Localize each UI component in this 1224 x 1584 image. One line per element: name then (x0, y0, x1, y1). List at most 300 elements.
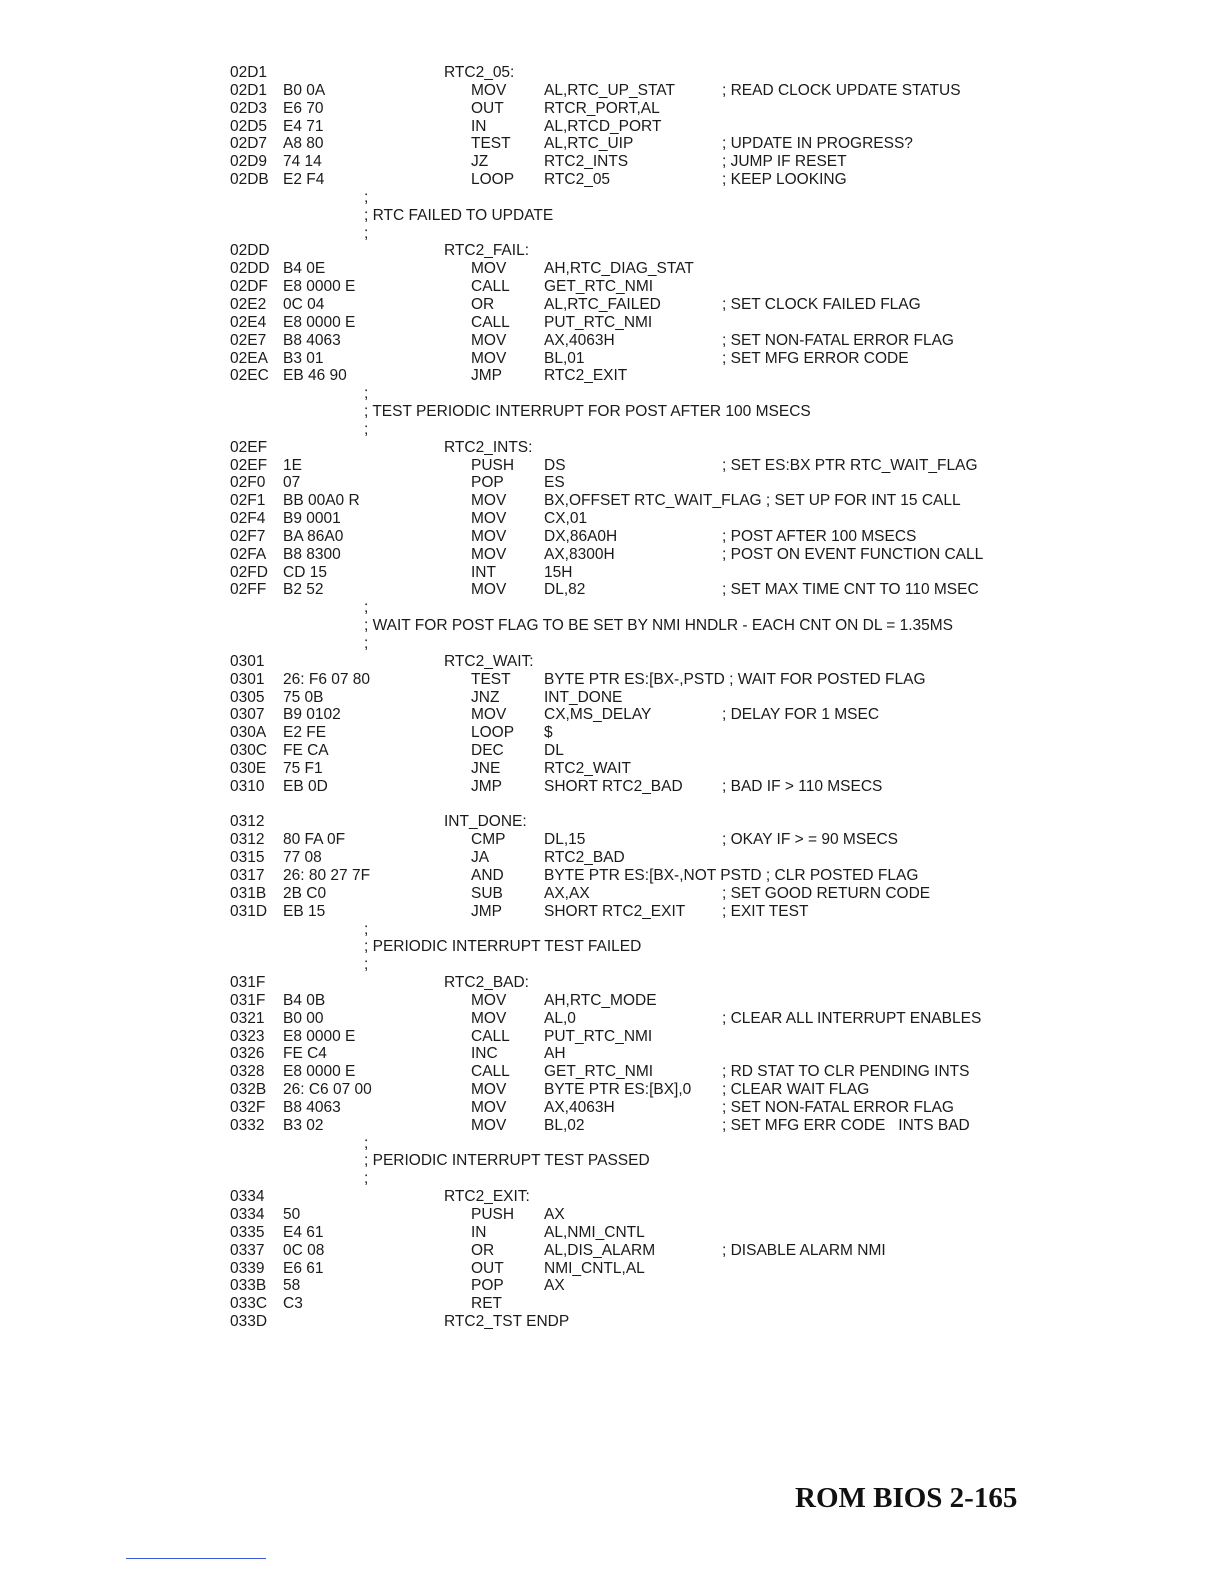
object-code: EB 46 90 (283, 367, 347, 385)
address: 0335 (230, 1223, 265, 1241)
object-code: B4 0B (283, 991, 326, 1009)
address: 030C (230, 742, 268, 760)
mnemonic: JZ (471, 153, 489, 171)
comment-line: ; (364, 188, 369, 206)
mnemonic: DEC (471, 742, 504, 760)
listing-line (230, 1152, 1010, 1170)
object-code: 75 F1 (283, 759, 323, 777)
address: 02FA (230, 545, 267, 563)
mnemonic: CALL (471, 313, 510, 331)
operand: AL,RTC_UIP (544, 135, 634, 153)
address: 0323 (230, 1027, 265, 1045)
listing-line (230, 1313, 1010, 1331)
comment-line: ; WAIT FOR POST FLAG TO BE SET BY NMI HNDLR - EACH CNT ON DL = 1.35MS (364, 617, 953, 635)
operand: RTC2_05 (544, 171, 611, 189)
operand: AL,DIS_ALARM (544, 1241, 656, 1259)
mnemonic: OUT (471, 99, 504, 117)
object-code: 26: 80 27 7F (283, 866, 371, 884)
address: 02FD (230, 563, 268, 581)
listing-line (230, 367, 1010, 385)
comment: ; POST AFTER 100 MSECS (722, 527, 917, 545)
operand: CX,MS_DELAY (544, 706, 652, 724)
address: 0334 (230, 1206, 265, 1223)
address: 0312 (230, 813, 265, 831)
code-label: RTC2_INTS: (444, 438, 533, 456)
comment: ; SET NON-FATAL ERROR FLAG (722, 1098, 954, 1116)
listing-line (230, 564, 1010, 582)
object-code: 50 (283, 1206, 301, 1223)
listing-line (230, 1135, 1010, 1153)
comment-line: ; (364, 1170, 369, 1188)
object-code: B4 0E (283, 260, 326, 278)
mnemonic: JA (471, 849, 490, 867)
listing-line (230, 118, 1010, 136)
address: 031F (230, 974, 266, 992)
comment: ; SET MFG ERR CODE INTS BAD (722, 1116, 970, 1134)
address: 02DB (230, 171, 269, 189)
comment-line: ; (364, 420, 369, 438)
operand: AL,RTC_FAILED (544, 295, 661, 313)
operand: AL,RTCD_PORT (544, 117, 662, 135)
mnemonic: JNE (471, 759, 501, 777)
address: 0307 (230, 706, 265, 724)
comment-line: ; (364, 920, 369, 938)
listing-line (230, 421, 1010, 439)
mnemonic: PUSH (471, 456, 515, 474)
comment: ; RD STAT TO CLR PENDING INTS (722, 1063, 970, 1081)
operand: AX,4063H (544, 1098, 615, 1116)
listing-line (230, 135, 1010, 153)
address: 02EF (230, 438, 268, 456)
listing-line (230, 439, 1010, 457)
listing-line (230, 599, 1010, 617)
operand: PUT_RTC_NMI (544, 1027, 653, 1045)
address: 0315 (230, 849, 265, 867)
listing-line (230, 332, 1010, 350)
object-code: E8 0000 E (283, 1063, 356, 1081)
listing-line (230, 225, 1010, 243)
object-code: 58 (283, 1277, 301, 1295)
operand: AX (544, 1277, 565, 1295)
address: 02D5 (230, 117, 268, 135)
listing-line (230, 510, 1010, 528)
address: 02FF (230, 581, 267, 599)
mnemonic: MOV (471, 991, 507, 1009)
mnemonic: INC (471, 1045, 498, 1063)
code-label: RTC2_05: (444, 64, 515, 81)
listing-line (230, 849, 1010, 867)
object-code: FE CA (283, 742, 329, 760)
footer-rule (126, 1558, 266, 1559)
mnemonic: IN (471, 1223, 487, 1241)
listing-line (230, 171, 1010, 189)
listing-line (230, 635, 1010, 653)
mnemonic: SUB (471, 884, 503, 902)
code-label: RTC2_BAD: (444, 974, 529, 992)
listing-line (230, 1117, 1010, 1135)
object-code: FE C4 (283, 1045, 327, 1063)
operand: 15H (544, 563, 573, 581)
object-code: BB 00A0 R (283, 492, 360, 510)
mnemonic: MOV (471, 581, 507, 599)
mnemonic: MOV (471, 545, 507, 563)
object-code: E2 F4 (283, 171, 325, 189)
listing-line (230, 1081, 1010, 1099)
address: 02EF (230, 456, 268, 474)
object-code: BA 86A0 (283, 527, 344, 545)
mnemonic: MOV (471, 260, 507, 278)
operand: BYTE PTR ES:[BX-,PSTD ; WAIT FOR POSTED FLAG (544, 670, 926, 688)
object-code: B3 01 (283, 349, 324, 367)
address: 02D9 (230, 153, 268, 171)
comment-line: ; (364, 635, 369, 652)
mnemonic: POP (471, 474, 504, 492)
comment-line: ; (364, 956, 369, 974)
listing-line (230, 813, 1010, 831)
operand: AH,RTC_MODE (544, 991, 657, 1009)
listing-line (230, 1063, 1010, 1081)
listing-line (230, 617, 1010, 635)
object-code: E2 FE (283, 724, 327, 742)
mnemonic: MOV (471, 527, 507, 545)
comment: ; DISABLE ALARM NMI (722, 1241, 886, 1259)
mnemonic: MOV (471, 510, 507, 528)
listing-line (230, 689, 1010, 707)
mnemonic: CALL (471, 1027, 510, 1045)
listing-line (230, 546, 1010, 564)
code-label: RTC2_TST ENDP (444, 1313, 570, 1331)
address: 0305 (230, 688, 265, 706)
comment: ; CLEAR WAIT FLAG (722, 1081, 870, 1099)
address: 031B (230, 884, 267, 902)
listing-line (230, 64, 1010, 82)
address: 031D (230, 902, 268, 920)
code-label: RTC2_WAIT: (444, 652, 534, 670)
address: 0317 (230, 866, 265, 884)
object-code: 2B C0 (283, 884, 327, 902)
comment: ; SET CLOCK FAILED FLAG (722, 295, 921, 313)
object-code: B9 0001 (283, 510, 341, 528)
mnemonic: MOV (471, 706, 507, 724)
comment: ; SET MAX TIME CNT TO 110 MSEC (722, 581, 979, 599)
mnemonic: JMP (471, 777, 502, 795)
comment-line: ; TEST PERIODIC INTERRUPT FOR POST AFTER 100 MSECS (364, 403, 811, 421)
object-code: 80 FA 0F (283, 831, 346, 849)
object-code: E8 0000 E (283, 313, 356, 331)
listing-line (230, 796, 1010, 814)
address: 0326 (230, 1045, 265, 1063)
listing-line (230, 938, 1010, 956)
operand: RTCR_PORT,AL (544, 99, 660, 117)
mnemonic: CALL (471, 1063, 510, 1081)
comment-line: ; PERIODIC INTERRUPT TEST PASSED (364, 1152, 650, 1170)
mnemonic: PUSH (471, 1206, 515, 1223)
operand: BL,02 (544, 1116, 585, 1134)
listing-line (230, 474, 1010, 492)
address: 030A (230, 724, 267, 742)
address: 0339 (230, 1259, 265, 1277)
object-code: 0C 08 (283, 1241, 325, 1259)
address: 02DD (230, 260, 270, 278)
mnemonic: RET (471, 1295, 502, 1313)
listing-line (230, 1045, 1010, 1063)
comment: ; KEEP LOOKING (722, 171, 847, 189)
address: 02E4 (230, 313, 267, 331)
listing-line (230, 1260, 1010, 1278)
listing-line (230, 82, 1010, 100)
operand: DL,82 (544, 581, 586, 599)
mnemonic: MOV (471, 349, 507, 367)
listing-line (230, 153, 1010, 171)
mnemonic: INT (471, 563, 496, 581)
mnemonic: OUT (471, 1259, 504, 1277)
object-code: CD 15 (283, 563, 327, 581)
address: 02F4 (230, 510, 266, 528)
comment: ; READ CLOCK UPDATE STATUS (722, 81, 961, 99)
listing-line (230, 189, 1010, 207)
address: 02D1 (230, 64, 268, 81)
operand: BYTE PTR ES:[BX-,NOT PSTD ; CLR POSTED FLAG (544, 866, 919, 884)
mnemonic: JMP (471, 902, 502, 920)
object-code: E6 61 (283, 1259, 324, 1277)
object-code: 0C 04 (283, 295, 325, 313)
object-code: B8 4063 (283, 1098, 341, 1116)
address: 02EA (230, 349, 268, 367)
operand: AX,AX (544, 884, 590, 902)
address: 02F7 (230, 527, 266, 545)
mnemonic: CMP (471, 831, 506, 849)
listing-line (230, 1188, 1010, 1206)
operand: AH,RTC_DIAG_STAT (544, 260, 694, 278)
listing-line (230, 956, 1010, 974)
listing-line (230, 403, 1010, 421)
object-code: B9 0102 (283, 706, 341, 724)
address: 02D3 (230, 99, 268, 117)
comment-line: ; (364, 1134, 369, 1152)
address: 02D1 (230, 81, 268, 99)
operand: CX,01 (544, 510, 588, 528)
mnemonic: IN (471, 117, 487, 135)
mnemonic: LOOP (471, 171, 515, 189)
comment-line: ; RTC FAILED TO UPDATE (364, 206, 554, 224)
operand: BL,01 (544, 349, 585, 367)
operand: AH (544, 1045, 566, 1063)
mnemonic: LOOP (471, 724, 515, 742)
mnemonic: MOV (471, 492, 507, 510)
operand: NMI_CNTL,AL (544, 1259, 645, 1277)
address: 02EC (230, 367, 269, 385)
address: 0321 (230, 1009, 265, 1027)
listing-line (230, 581, 1010, 599)
comment: ; CLEAR ALL INTERRUPT ENABLES (722, 1009, 982, 1027)
listing-line (230, 350, 1010, 368)
listing-line (230, 278, 1010, 296)
object-code: 26: F6 07 80 (283, 670, 371, 688)
operand: $ (544, 724, 553, 742)
listing-line (230, 1277, 1010, 1295)
address: 0332 (230, 1116, 265, 1134)
object-code: E4 71 (283, 117, 324, 135)
listing-line (230, 653, 1010, 671)
address: 02E2 (230, 295, 267, 313)
object-code: B8 4063 (283, 331, 341, 349)
object-code: 26: C6 07 00 (283, 1081, 372, 1099)
operand: RTC2_BAD (544, 849, 625, 867)
listing-line (230, 1242, 1010, 1260)
object-code: C3 (283, 1295, 303, 1313)
mnemonic: MOV (471, 1081, 507, 1099)
operand: AL,0 (544, 1009, 576, 1027)
listing-line (230, 296, 1010, 314)
mnemonic: CALL (471, 278, 510, 296)
object-code: E4 61 (283, 1223, 324, 1241)
address: 02F1 (230, 492, 266, 510)
object-code: E6 70 (283, 99, 324, 117)
operand: DL,15 (544, 831, 586, 849)
listing-line (230, 760, 1010, 778)
mnemonic: JMP (471, 367, 502, 385)
object-code: 1E (283, 456, 302, 474)
address: 033C (230, 1295, 268, 1313)
mnemonic: MOV (471, 1116, 507, 1134)
listing-line (230, 671, 1010, 689)
listing-line (230, 1099, 1010, 1117)
listing-line (230, 207, 1010, 225)
operand: RTC2_INTS (544, 153, 629, 171)
address: 0334 (230, 1188, 265, 1206)
mnemonic: OR (471, 295, 495, 313)
comment: ; POST ON EVENT FUNCTION CALL (722, 545, 984, 563)
address: 02E7 (230, 331, 267, 349)
listing-line (230, 1010, 1010, 1028)
listing-line (230, 921, 1010, 939)
page-footer: ROM BIOS 2-165 (795, 1482, 1018, 1514)
object-code: B0 00 (283, 1009, 324, 1027)
operand: BYTE PTR ES:[BX],0 (544, 1081, 692, 1099)
address: 033B (230, 1277, 267, 1295)
mnemonic: OR (471, 1241, 495, 1259)
comment-line: ; (364, 385, 369, 403)
operand: SHORT RTC2_BAD (544, 777, 683, 795)
address: 0301 (230, 670, 265, 688)
comment: ; SET GOOD RETURN CODE (722, 884, 931, 902)
address: 0310 (230, 777, 265, 795)
object-code: 75 0B (283, 688, 324, 706)
object-code: 07 (283, 474, 301, 492)
comment: ; SET ES:BX PTR RTC_WAIT_FLAG (722, 456, 978, 474)
listing-line (230, 528, 1010, 546)
operand: SHORT RTC2_EXIT (544, 902, 686, 920)
operand: ES (544, 474, 565, 492)
code-label: INT_DONE: (444, 813, 527, 831)
object-code: E8 0000 E (283, 278, 356, 296)
operand: GET_RTC_NMI (544, 278, 654, 296)
object-code: B3 02 (283, 1116, 324, 1134)
listing-line (230, 778, 1010, 796)
mnemonic: MOV (471, 81, 507, 99)
comment: ; SET NON-FATAL ERROR FLAG (722, 331, 954, 349)
comment: ; SET MFG ERROR CODE (722, 349, 909, 367)
listing-line (230, 724, 1010, 742)
address: 02D7 (230, 135, 268, 153)
mnemonic: JNZ (471, 688, 500, 706)
mnemonic: MOV (471, 1098, 507, 1116)
object-code: EB 0D (283, 777, 328, 795)
listing-line (230, 314, 1010, 332)
mnemonic: MOV (471, 1009, 507, 1027)
address: 0337 (230, 1241, 265, 1259)
listing-line (230, 385, 1010, 403)
listing-line (230, 1224, 1010, 1242)
address: 0312 (230, 831, 265, 849)
object-code: B2 52 (283, 581, 324, 599)
mnemonic: TEST (471, 135, 511, 153)
operand: DL (544, 742, 564, 760)
address: 032F (230, 1098, 266, 1116)
comment: ; UPDATE IN PROGRESS? (722, 135, 913, 153)
listing-line (230, 1206, 1010, 1224)
operand: PUT_RTC_NMI (544, 313, 653, 331)
address: 030E (230, 759, 267, 777)
listing-line (230, 885, 1010, 903)
listing-line (230, 492, 1010, 510)
comment: ; OKAY IF > = 90 MSECS (722, 831, 899, 849)
operand: RTC2_WAIT (544, 759, 631, 777)
listing-line (230, 260, 1010, 278)
listing-line (230, 1295, 1010, 1313)
listing-line (230, 242, 1010, 260)
listing-line (230, 1170, 1010, 1188)
listing-line (230, 100, 1010, 118)
operand: AL,NMI_CNTL (544, 1223, 645, 1241)
address: 031F (230, 991, 266, 1009)
mnemonic: TEST (471, 670, 511, 688)
operand: DS (544, 456, 566, 474)
operand: DX,86A0H (544, 527, 618, 545)
comment: ; BAD IF > 110 MSECS (722, 777, 883, 795)
mnemonic: POP (471, 1277, 504, 1295)
operand: AX (544, 1206, 565, 1223)
listing-line (230, 903, 1010, 921)
operand: GET_RTC_NMI (544, 1063, 654, 1081)
address: 0328 (230, 1063, 265, 1081)
mnemonic: AND (471, 866, 504, 884)
address: 0301 (230, 652, 265, 670)
listing-line (230, 457, 1010, 475)
operand: RTC2_EXIT (544, 367, 628, 385)
comment-line: ; (364, 224, 369, 242)
comment: ; DELAY FOR 1 MSEC (722, 706, 880, 724)
operand: INT_DONE (544, 688, 623, 706)
address: 02DF (230, 278, 268, 296)
listing-line (230, 706, 1010, 724)
operand: AL,RTC_UP_STAT (544, 81, 675, 99)
object-code: 77 08 (283, 849, 322, 867)
address: 032B (230, 1081, 267, 1099)
address: 02F0 (230, 474, 266, 492)
listing-line (230, 1028, 1010, 1046)
comment-line: ; PERIODIC INTERRUPT TEST FAILED (364, 938, 642, 956)
address: 033D (230, 1313, 268, 1331)
object-code: 74 14 (283, 153, 322, 171)
address: 02DD (230, 242, 270, 260)
operand: BX,OFFSET RTC_WAIT_FLAG ; SET UP FOR INT 15 CALL (544, 492, 961, 510)
object-code: B8 8300 (283, 545, 341, 563)
comment: ; JUMP IF RESET (722, 153, 847, 171)
object-code: E8 0000 E (283, 1027, 356, 1045)
comment-line: ; (364, 599, 369, 617)
listing-line (230, 742, 1010, 760)
